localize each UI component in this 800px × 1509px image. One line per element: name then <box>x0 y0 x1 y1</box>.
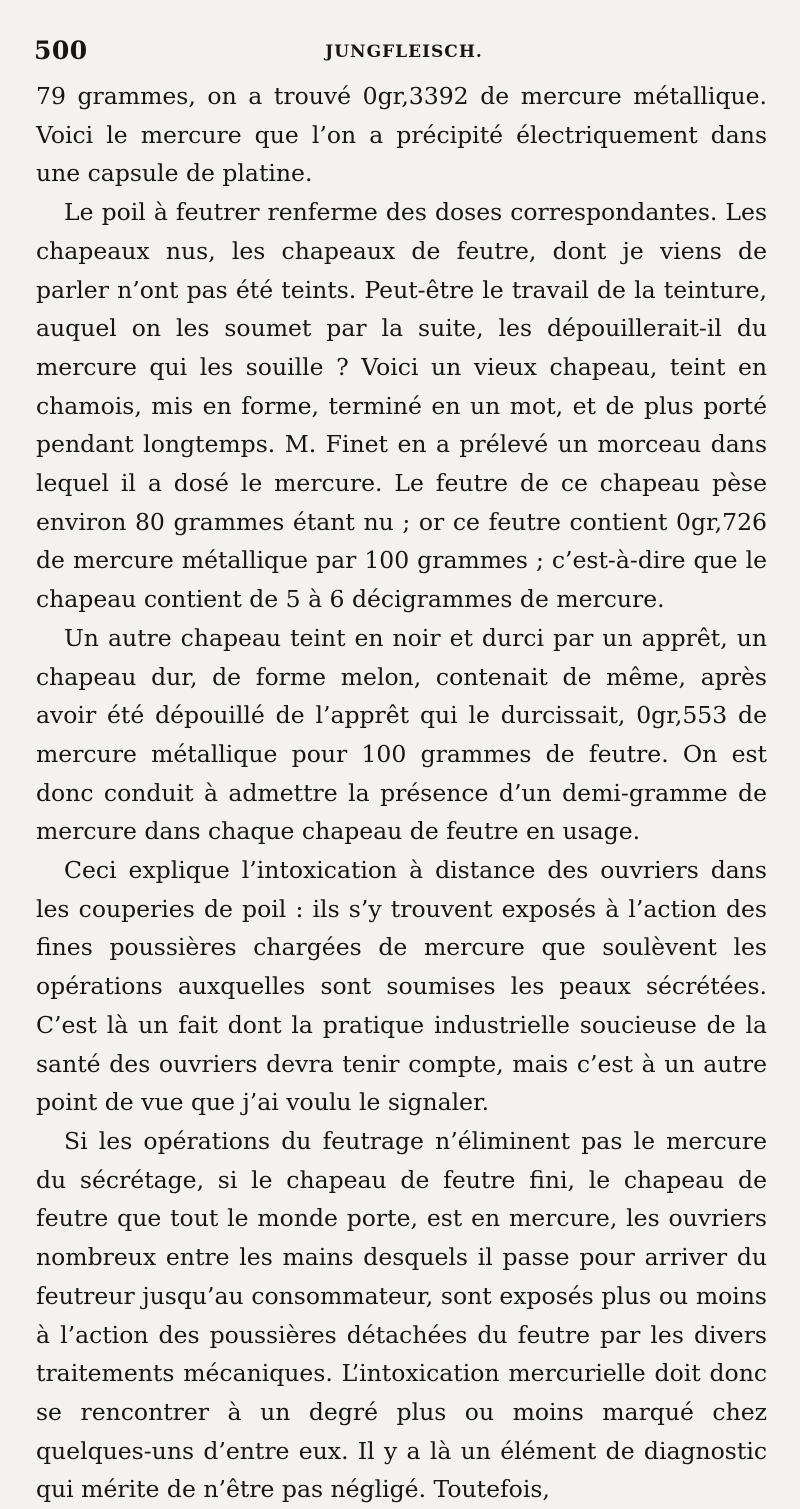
paragraph-black-hat: Un autre chapeau teint en noir et durci par un apprêt, un chapeau dur, de forme melon, contenait de même, après avoir été dépouillé de l’apprêt qui le durcissait, 0gr,553 de mercure métallique pour 100 grammes de feutre. On est donc conduit à admettre la présence d’un demi-gramme de mercure dans chaque chapeau de feutre en usage. <box>36 623 767 846</box>
paragraph-workers-exposure: Si les opérations du feutrage n’éliminent pas le mercure du sécrétage, si le chapeau de feutre fini, le chapeau de feutre que tout le monde porte, est en mercure, les ouvriers nombreux entre les mains desquels il passe pour arriver du feutreur jusqu’au consommateur, sont exposés plus ou moins à l’action des poussières détachées du feutre par les divers traitements mécaniques. L’intoxication mercurielle doit donc se rencontrer à un degré plus ou moins marqué chez quelques-uns d’entre eux. Il y a là un élément de diagnostic qui mérite de n’être pas négligé. Toutefois, <box>36 1126 767 1504</box>
page-header <box>34 36 774 76</box>
paragraph-intoxication: Ceci explique l’intoxication à distance des ouvriers dans les couperies de poil : ils s’y trouvent exposés à l’action des fines poussières chargées de mercure que soulèvent les opérations auxquelles sont soumises les peaux sécrétées. C’est là un fait dont la pratique industrielle soucieuse de la santé des ouvriers devra tenir compte, mais c’est à un autre point de vue que j’ai voulu le signaler. <box>36 856 767 1117</box>
paragraph-felt-hats: Le poil à feutrer renferme des doses correspondantes. Les chapeaux nus, les chapeaux de feutre, dont je viens de parler n’ont pas été teints. Peut-être le travail de la teinture, auquel on les soumet par la suite, les dépouillerait-il du mercure qui les souille ? Voici un vieux chapeau, teint en chamois, mis en forme, terminé en un mot, et de plus porté pendant longtemps. M. Finet en a prélevé un morceau dans lequel il a dosé le mercure. Le feutre de ce chapeau pèse environ 80 grammes étant nu ; or ce feutre contient 0gr,726 de mercure métallique par 100 grammes ; c’est-à-dire que le chapeau contient de 5 à 6 décigrammes de mercure. <box>36 198 767 614</box>
page-number: 500 <box>34 36 88 65</box>
paragraph-continuation: 79 grammes, on a trouvé 0gr,3392 de mercure métallique. Voici le mercure que l’on a précipité électriquement dans une capsule de platine. <box>36 82 767 188</box>
running-head: JUNGFLEISCH. <box>325 42 483 62</box>
body-text <box>36 77 767 1509</box>
